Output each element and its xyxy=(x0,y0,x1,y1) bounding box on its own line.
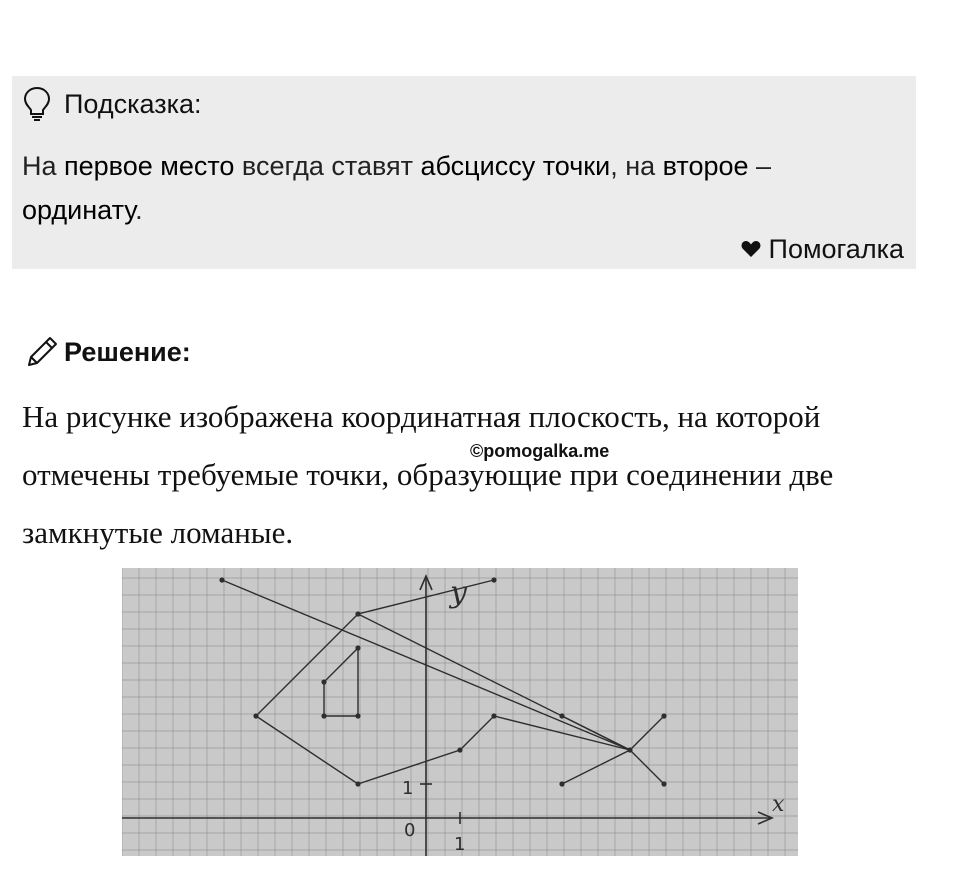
point-marker xyxy=(355,713,360,718)
hint-source-text: Помогалка xyxy=(768,233,904,264)
point-marker xyxy=(559,781,564,786)
origin-label: 0 xyxy=(404,820,416,841)
solution-title-text: Решение: xyxy=(64,336,191,367)
point-marker xyxy=(219,577,224,582)
point-marker xyxy=(491,713,496,718)
coordinate-plane-figure xyxy=(122,568,798,856)
point-marker xyxy=(661,781,666,786)
point-marker xyxy=(253,713,258,718)
hint-text-part: всегда ставят xyxy=(234,151,421,181)
hint-text-part: . xyxy=(135,195,143,225)
y-unit-label: 1 xyxy=(402,778,414,799)
solution-title xyxy=(24,330,191,374)
watermark: ©pomogalka.me xyxy=(470,441,610,461)
x-axis-label: x xyxy=(772,792,785,817)
point-marker xyxy=(321,679,326,684)
hint-text xyxy=(22,144,902,232)
x-unit-label: 1 xyxy=(454,834,466,855)
heart-icon xyxy=(741,240,761,258)
hint-text-part: – xyxy=(748,151,772,181)
hint-emphasis: абсциссу точки xyxy=(420,151,611,181)
hint-title xyxy=(22,84,202,124)
hint-emphasis: первое место xyxy=(64,151,235,181)
point-marker xyxy=(355,781,360,786)
solution-text: На рисунке изображена координатная плоскость, на которой отмечены требуемые точки, образующие при соединении две замкнутые ломаные. xyxy=(22,399,834,550)
hint-source xyxy=(741,230,904,268)
hint-title-text: Подсказка: xyxy=(64,88,202,119)
point-marker xyxy=(491,577,496,582)
point-marker xyxy=(355,611,360,616)
point-marker xyxy=(457,747,462,752)
point-marker xyxy=(355,645,360,650)
lightbulb-icon xyxy=(22,86,52,122)
point-marker xyxy=(321,713,326,718)
hint-text-part: На xyxy=(22,151,65,181)
hint-text-part: , на xyxy=(610,151,663,181)
pencil-icon xyxy=(24,334,60,370)
point-marker xyxy=(559,713,564,718)
hint-emphasis: ординату xyxy=(22,195,136,225)
point-marker xyxy=(627,747,632,752)
y-axis-label: y xyxy=(450,575,467,610)
point-marker xyxy=(661,713,666,718)
hint-emphasis: второе xyxy=(662,151,749,181)
